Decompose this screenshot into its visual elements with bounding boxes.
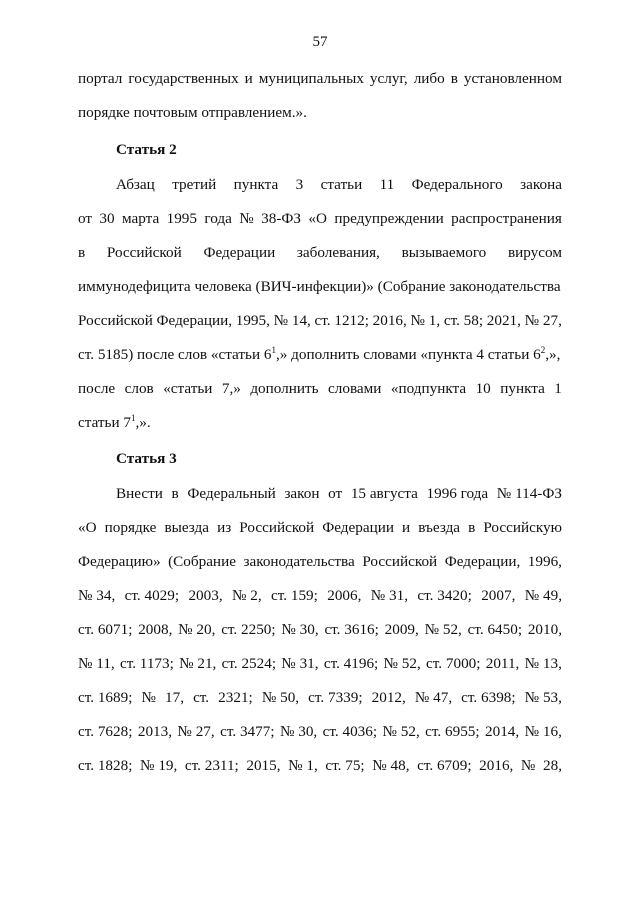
word: третий [172, 176, 217, 193]
text-fragment: ст. 5185) после слов «статьи 6 [78, 346, 272, 363]
word: Федеральный [187, 485, 276, 502]
text-line [78, 553, 562, 571]
word: в [468, 519, 476, 536]
word: 1 [554, 380, 562, 397]
text-line [78, 757, 562, 775]
word: 2003, [188, 587, 223, 604]
word: ст. 1212; [314, 312, 369, 329]
word: ст. 2250; [221, 621, 276, 638]
word: 3 [295, 176, 304, 193]
word: закон [284, 485, 320, 502]
word: 7,» [221, 380, 241, 397]
text-line [78, 380, 562, 398]
word: Российской [239, 519, 315, 536]
word: Федерации, [156, 312, 233, 329]
word: закона [520, 176, 562, 193]
word: ст. 2524; [221, 655, 277, 672]
word: 2016, [372, 312, 407, 329]
word: 2321; [218, 689, 253, 706]
word: Федерации [322, 519, 394, 536]
word: ст. 1828; [78, 757, 133, 774]
word: Российской [78, 312, 153, 329]
word: Федерального [411, 176, 503, 193]
text-line [78, 210, 562, 228]
word: № 19, [140, 757, 178, 774]
text-line [78, 689, 562, 707]
word: пункта [233, 176, 279, 193]
word: ст. 1689; [78, 689, 133, 706]
word: ст. 7628; [78, 723, 133, 740]
word: после [78, 380, 116, 397]
superscript: 1 [271, 345, 276, 355]
word: № 52, [383, 655, 421, 672]
word: № 16, [524, 723, 562, 740]
word: № 52, [382, 723, 420, 740]
word: словами [328, 380, 382, 397]
word: № 48, [372, 757, 410, 774]
word: 2013, [137, 723, 173, 740]
word: 2012, [371, 689, 406, 706]
word: 2008, [138, 621, 173, 638]
word: 10 [475, 380, 491, 397]
word: Федерацию» [78, 553, 161, 570]
text-line [78, 346, 562, 364]
word: распространения [451, 210, 562, 227]
word: ст. 7000; [426, 655, 481, 672]
word: № [239, 210, 254, 227]
word: Абзац [116, 176, 155, 193]
word: ст. 6450; [467, 621, 523, 638]
text-fragment: статьи 7 [78, 414, 131, 431]
word: ст. 159; [271, 587, 318, 604]
word: предупреждении [334, 210, 444, 227]
word: № 27, [177, 723, 215, 740]
word: в [171, 485, 179, 502]
word: либо [413, 70, 445, 87]
word: 2009, [384, 621, 419, 638]
word: № 30, [281, 621, 319, 638]
text-line [78, 723, 562, 741]
word: ст. 3616; [324, 621, 379, 638]
word: вызываемого [401, 244, 487, 261]
word: № 27, [524, 312, 562, 329]
superscript: 1 [131, 413, 136, 423]
word: вирусом [507, 244, 562, 261]
word: № 20, [178, 621, 216, 638]
word: № 30, [279, 723, 318, 740]
word: Российской [106, 244, 182, 261]
text-line [78, 244, 562, 262]
word: «статьи [163, 380, 213, 397]
article-heading: Статья 2 [116, 141, 177, 158]
word: выезда [164, 519, 209, 536]
text-fragment: ,». [135, 414, 151, 431]
word: марта [122, 210, 160, 227]
word: ст. 4029; [124, 587, 180, 604]
word: № 11, [78, 655, 115, 672]
text-line [116, 176, 562, 194]
word: от [78, 210, 93, 227]
word: порядке [104, 519, 157, 536]
text-line [78, 70, 562, 88]
word: № 2, [231, 587, 262, 604]
text-line [78, 587, 562, 605]
word: № 1, [288, 757, 318, 774]
word: Федерации, [444, 553, 521, 570]
word: № 114-ФЗ [496, 485, 562, 502]
word: портал [78, 70, 123, 87]
word: № 14, [273, 312, 311, 329]
word: Федерации [203, 244, 276, 261]
word: 2015, [246, 757, 281, 774]
word: муниципальных [258, 70, 364, 87]
word: 2011, [485, 655, 520, 672]
word: и [244, 70, 253, 87]
word: 17, [165, 689, 185, 706]
word: ст. 4196; [323, 655, 379, 672]
word: № 31, [370, 587, 409, 604]
word: (Собрание [168, 553, 236, 570]
word: № 49, [524, 587, 562, 604]
word: «подпункта [390, 380, 467, 397]
text-fragment: ,» дополнить словами «пункта 4 статьи 6 [275, 346, 541, 363]
word: ст. 58; [443, 312, 484, 329]
word: Внести [116, 485, 163, 502]
word: 30 [99, 210, 115, 227]
word: ст. 6071; [78, 621, 133, 638]
word: № 52, [424, 621, 462, 638]
text-line: порядке почтовым отправлением.». [78, 104, 307, 121]
word: ст. [193, 689, 210, 706]
text-line [78, 655, 562, 673]
word: № [141, 689, 156, 706]
word: ст. 2311; [184, 757, 239, 774]
word: статьи [320, 176, 363, 193]
page-number: 57 [312, 34, 328, 50]
word: пункта [500, 380, 545, 397]
text-line [78, 414, 562, 432]
word: ст. 4036; [322, 723, 378, 740]
word: и [402, 519, 411, 536]
word: «О [308, 210, 327, 227]
word: 1995, [235, 312, 270, 329]
word: в [78, 244, 86, 261]
text-fragment: ,», [545, 346, 561, 363]
word: года [204, 210, 232, 227]
word: заболевания, [296, 244, 380, 261]
word: государственных [128, 70, 239, 87]
text-line [116, 485, 562, 503]
word: № 34, [78, 587, 116, 604]
word: № 50, [261, 689, 300, 706]
word: № 1, [410, 312, 441, 329]
word: ст. 3477; [220, 723, 275, 740]
text-line: иммунодефицита человека (ВИЧ-инфекции)» (Собрание законодательства [78, 278, 561, 295]
word: ст. 6709; [417, 757, 472, 774]
word: 2010, [527, 621, 562, 638]
word: дополнить [250, 380, 319, 397]
word: 15 августа [350, 485, 418, 502]
word: 2021, [486, 312, 521, 329]
word: 2016, [479, 757, 514, 774]
word: «О [78, 519, 97, 536]
word: 1995 [166, 210, 197, 227]
word: № 21, [179, 655, 217, 672]
word: в [450, 70, 458, 87]
word: слов [124, 380, 154, 397]
word: ст. 75; [325, 757, 365, 774]
word: Российскую [483, 519, 562, 536]
word: ст. 3420; [417, 587, 472, 604]
word: Российской [362, 553, 438, 570]
article-heading: Статья 3 [116, 450, 177, 467]
text-line [78, 519, 562, 537]
word: 11 [379, 176, 395, 193]
word: услуг, [369, 70, 408, 87]
word: 38-ФЗ [261, 210, 301, 227]
word: 1996 года [426, 485, 489, 502]
word: № 47, [414, 689, 453, 706]
word: 1996, [527, 553, 562, 570]
word: № [520, 757, 536, 774]
word: 28, [543, 757, 562, 774]
text-line [78, 621, 562, 639]
superscript: 2 [540, 345, 546, 355]
word: установленном [463, 70, 562, 87]
word: 2006, [327, 587, 362, 604]
word: ст. 6398; [461, 689, 516, 706]
word: № 13, [524, 655, 562, 672]
word: № 53, [524, 689, 562, 706]
word: от [328, 485, 343, 502]
word: въезда [418, 519, 461, 536]
word: 2007, [481, 587, 516, 604]
word: № 31, [281, 655, 319, 672]
word: законодательства [243, 553, 355, 570]
word: из [217, 519, 232, 536]
word: ст. 6955; [425, 723, 480, 740]
text-line [78, 312, 562, 330]
word: ст. 1173; [119, 655, 174, 672]
word: 2014, [485, 723, 520, 740]
word: ст. 7339; [308, 689, 363, 706]
